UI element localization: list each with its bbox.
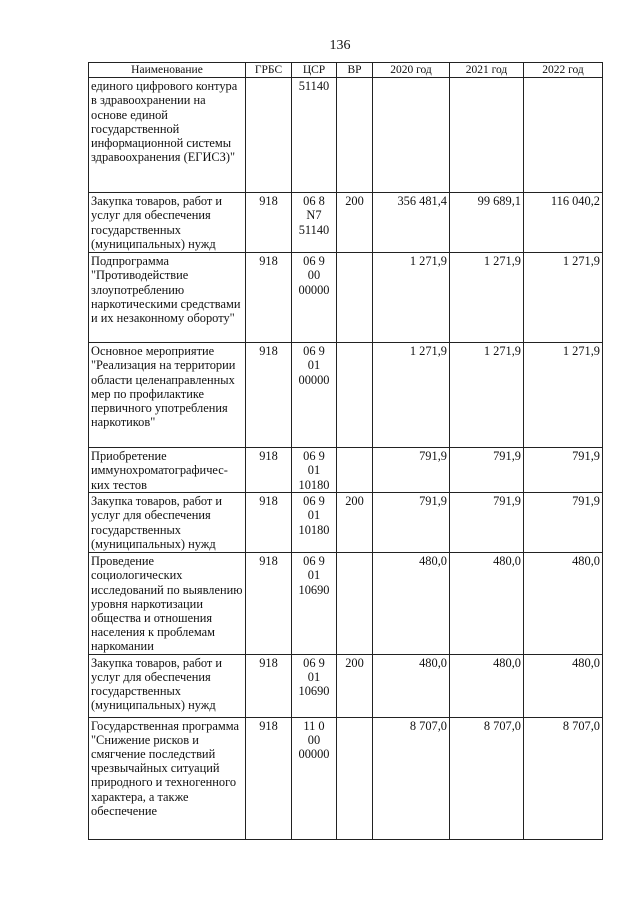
cell-2020: 1 271,9: [373, 253, 450, 343]
header-grbs: ГРБС: [246, 63, 292, 78]
cell-name: Закупка товаров, работ и услуг для обеспечения государственных (муниципальных) нужд: [89, 193, 246, 253]
cell-name: Закупка товаров, работ и услуг для обеспечения государственных (муниципальных) нужд: [89, 654, 246, 717]
csr-line: 06 9: [303, 655, 325, 670]
cell-2021: 480,0: [450, 654, 524, 717]
csr-line: 01: [307, 669, 321, 684]
cell-grbs: 918: [246, 493, 292, 553]
cell-2020: 1 271,9: [373, 343, 450, 448]
cell-2021: 1 271,9: [450, 253, 524, 343]
cell-grbs: 918: [246, 553, 292, 654]
cell-name: Подпрограмма "Противодействие злоупотреблению наркотическими средствами и их незаконному обороту": [89, 253, 246, 343]
cell-csr: [292, 654, 337, 717]
csr-line: 06 9: [303, 449, 325, 464]
cell-csr: [292, 448, 337, 493]
csr-line: N7: [306, 208, 322, 223]
cell-csr: [292, 493, 337, 553]
cell-2021: 1 271,9: [450, 343, 524, 448]
cell-2021: 480,0: [450, 553, 524, 654]
header-2020: 2020 год: [373, 63, 450, 78]
cell-2020: 791,9: [373, 493, 450, 553]
cell-csr: [292, 78, 337, 193]
cell-name: Основное мероприятие "Реализация на территории области целенаправленных мер по профилактике первичного употребления наркотиков": [89, 343, 246, 448]
csr-line: 06 8: [303, 194, 325, 209]
cell-2020: 8 707,0: [373, 717, 450, 839]
cell-csr: [292, 193, 337, 253]
cell-2022: 8 707,0: [524, 717, 603, 839]
header-2022: 2022 год: [524, 63, 603, 78]
cell-2021: 791,9: [450, 493, 524, 553]
csr-line: 01: [307, 568, 321, 583]
cell-2022: 1 271,9: [524, 343, 603, 448]
header-2021: 2021 год: [450, 63, 524, 78]
csr-line: 06 9: [303, 254, 325, 269]
cell-2021: [450, 78, 524, 193]
cell-csr: [292, 343, 337, 448]
cell-2020: 356 481,4: [373, 193, 450, 253]
table-row: [89, 78, 603, 193]
cell-name: единого цифрового контура в здравоохранении на основе единой государственной информационной системы здравоохранения (ЕГИСЗ)": [89, 78, 246, 193]
cell-2020: 791,9: [373, 448, 450, 493]
cell-name: Закупка товаров, работ и услуг для обеспечения государственных (муниципальных) нужд: [89, 493, 246, 553]
cell-csr: [292, 553, 337, 654]
page-number: 136: [329, 38, 351, 53]
table-row: [89, 493, 603, 553]
cell-2022: 480,0: [524, 553, 603, 654]
cell-csr: [292, 253, 337, 343]
csr-line: 01: [307, 463, 321, 478]
cell-2020: 480,0: [373, 654, 450, 717]
header-csr: ЦСР: [292, 63, 337, 78]
csr-line: 06 9: [303, 344, 325, 359]
table-row: [89, 553, 603, 654]
cell-grbs: 918: [246, 448, 292, 493]
table-row: [89, 654, 603, 717]
cell-vr: [337, 253, 373, 343]
cell-vr: 200: [337, 654, 373, 717]
csr-line: 01: [307, 508, 321, 523]
budget-table: [88, 62, 603, 840]
csr-line: 00000: [298, 747, 330, 762]
csr-line: 10180: [298, 522, 330, 537]
cell-vr: [337, 343, 373, 448]
csr-line: 06 9: [303, 494, 325, 509]
table-row: [89, 343, 603, 448]
header-row: [89, 63, 603, 78]
cell-grbs: [246, 78, 292, 193]
cell-2021: 791,9: [450, 448, 524, 493]
table-body: [89, 78, 603, 839]
csr-line: 11 0: [303, 718, 325, 733]
cell-grbs: 918: [246, 193, 292, 253]
table-row: [89, 717, 603, 839]
cell-vr: 200: [337, 493, 373, 553]
csr-line: 00: [307, 268, 321, 283]
csr-line: 51140: [298, 79, 330, 94]
cell-grbs: 918: [246, 253, 292, 343]
cell-2022: [524, 78, 603, 193]
cell-csr: [292, 717, 337, 839]
cell-2020: [373, 78, 450, 193]
table-row: [89, 448, 603, 493]
cell-2022: 1 271,9: [524, 253, 603, 343]
cell-2022: 791,9: [524, 448, 603, 493]
table-row: [89, 193, 603, 253]
cell-grbs: 918: [246, 654, 292, 717]
cell-name: Проведение социологических исследований по выявлению уровня наркотизации общества и отношения населения к проблемам наркомании: [89, 553, 246, 654]
csr-line: 10690: [298, 582, 330, 597]
csr-line: 00000: [298, 282, 330, 297]
table-row: [89, 253, 603, 343]
cell-2022: 116 040,2: [524, 193, 603, 253]
cell-2022: 480,0: [524, 654, 603, 717]
cell-2021: 99 689,1: [450, 193, 524, 253]
cell-vr: [337, 553, 373, 654]
cell-vr: 200: [337, 193, 373, 253]
csr-line: 06 9: [303, 554, 325, 569]
csr-line: 00000: [298, 372, 330, 387]
csr-line: 10180: [298, 477, 330, 492]
cell-2021: 8 707,0: [450, 717, 524, 839]
cell-vr: [337, 717, 373, 839]
header-name: Наименование: [89, 63, 246, 78]
cell-name: Приобретение иммунохроматографичес-ких тестов: [89, 448, 246, 493]
csr-line: 01: [307, 358, 321, 373]
cell-vr: [337, 78, 373, 193]
cell-grbs: 918: [246, 343, 292, 448]
cell-2022: 791,9: [524, 493, 603, 553]
cell-2020: 480,0: [373, 553, 450, 654]
table-header: [89, 63, 603, 78]
cell-grbs: 918: [246, 717, 292, 839]
header-vr: ВР: [337, 63, 373, 78]
csr-line: 10690: [298, 684, 330, 699]
csr-line: 51140: [298, 222, 330, 237]
csr-line: 00: [307, 732, 321, 747]
cell-name: Государственная программа "Снижение рисков и смягчение последствий чрезвычайных ситуаций природного и техногенного характера, а также обеспечение: [89, 717, 246, 839]
cell-vr: [337, 448, 373, 493]
